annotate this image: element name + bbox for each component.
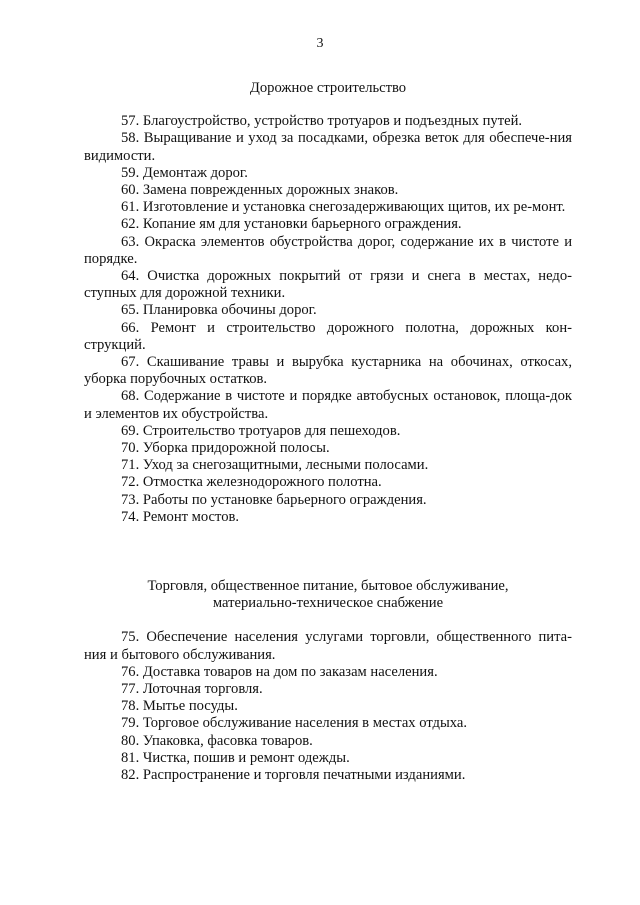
list-item: 68. Содержание в чистоте и порядке автобусных остановок, площа-док и элементов их обустройства.	[84, 388, 572, 422]
list-item: 82. Распространение и торговля печатными изданиями.	[121, 767, 466, 784]
list-item: 81. Чистка, пошив и ремонт одежды.	[121, 749, 350, 766]
list-item: 60. Замена поврежденных дорожных знаков.	[121, 182, 399, 199]
section-trade-services	[84, 578, 572, 784]
list-item: 58. Выращивание и уход за посадками, обрезка веток для обеспече-ния видимости.	[84, 130, 572, 164]
section-title-line: Дорожное строительство	[249, 80, 407, 96]
list-item: 61. Изготовление и установка снегозадерживающих щитов, их ре-монт.	[121, 199, 566, 216]
list-item: 78. Мытье посуды.	[121, 698, 238, 715]
list-item: 59. Демонтаж дорог.	[121, 164, 248, 181]
list-item: 70. Уборка придорожной полосы.	[121, 440, 330, 457]
list-item: 71. Уход за снегозащитными, лесными полосами.	[121, 457, 429, 474]
list-item: 72. Отмостка железнодорожного полотна.	[121, 474, 382, 491]
section-title	[84, 578, 572, 612]
page-number: 3	[316, 36, 324, 51]
list-item: 77. Лоточная торговля.	[121, 681, 263, 698]
list-item: 75. Обеспечение населения услугами торговли, общественного пита-ния и бытового обслуживания.	[84, 629, 572, 663]
list-item: 65. Планировка обочины дорог.	[121, 302, 317, 319]
list-item: 63. Окраска элементов обустройства дорог, содержание их в чистоте и порядке.	[84, 233, 572, 267]
list-item: 80. Упаковка, фасовка товаров.	[121, 732, 313, 749]
list-item: 67. Скашивание травы и вырубка кустарника на обочинах, откосах, уборка порубочных остатков.	[84, 354, 572, 388]
list-item: 74. Ремонт мостов.	[121, 508, 240, 525]
section-title-line: материально-техническое снабжение	[212, 595, 444, 612]
item-list	[84, 629, 572, 784]
list-item: 69. Строительство тротуаров для пешеходов.	[121, 422, 401, 439]
item-list	[84, 113, 572, 526]
section-title	[84, 80, 572, 97]
list-item: 64. Очистка дорожных покрытий от грязи и снега в местах, недо-ступных для дорожной техники.	[84, 268, 572, 302]
list-item: 79. Торговое обслуживание населения в местах отдыха.	[121, 715, 467, 732]
list-item: 57. Благоустройство, устройство тротуаров и подъездных путей.	[121, 113, 523, 130]
list-item: 76. Доставка товаров на дом по заказам населения.	[121, 663, 438, 680]
list-item: 62. Копание ям для установки барьерного ограждения.	[121, 216, 462, 233]
list-item: 66. Ремонт и строительство дорожного полотна, дорожных кон-струкций.	[84, 319, 572, 353]
section-title-line: Торговля, общественное питание, бытовое обслуживание,	[147, 578, 509, 594]
section-road-construction	[84, 80, 572, 526]
list-item: 73. Работы по установке барьерного ограждения.	[121, 491, 427, 508]
